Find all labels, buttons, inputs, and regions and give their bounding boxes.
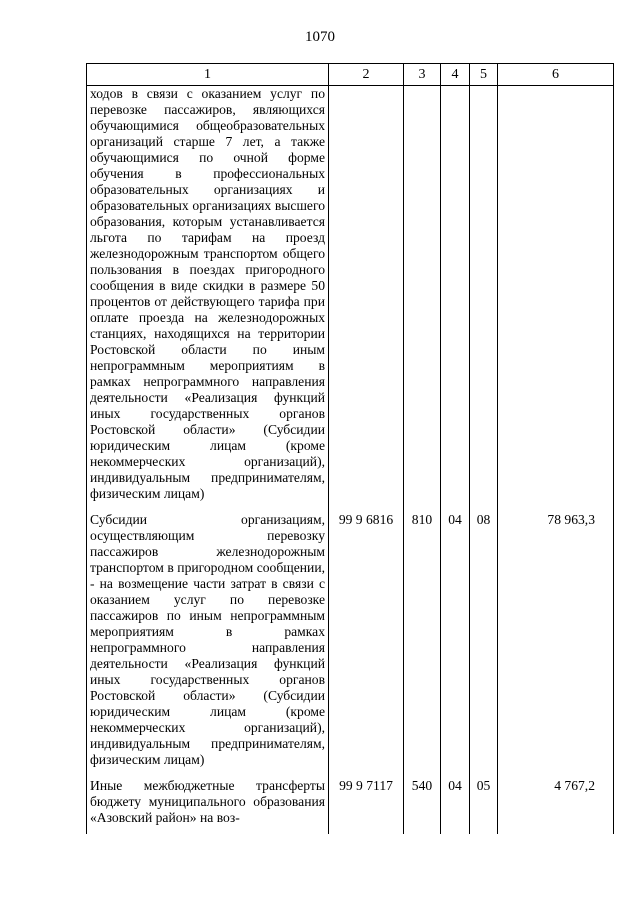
- budget-table: [86, 63, 614, 834]
- target-article-code: 99 9 7117: [329, 778, 404, 834]
- column-header: 6: [498, 64, 614, 86]
- subsection-code: 05: [470, 778, 498, 834]
- column-header: 5: [470, 64, 498, 86]
- row-description: ходов в связи с оказанием услуг по перевозке пассажиров, являющихся обучающимися общеобразовательных организаций старше 7 лет, а также обучающимися по очной форме обучения в профессиональных образовательных организациях и образовательных организациях высшего образования, которым устанавливается льгота по тарифам на проезд железнодорожным транспортом общего пользования в поездах пригородного сообщения в виде скидки в размере 50 процентов от действующего тарифа при оплате проезда на железнодорожных станциях, находящихся на территории Ростовской области по иным непрограммным мероприятиям в рамках непрограммного направления деятельности «Реализация функций иных государственных органов Ростовской области» (Субсидии юридическим лицам (кроме некоммерческих организаций), индивидуальным предпринимателям, физическим лицам): [87, 86, 329, 513]
- page-number: 1070: [305, 29, 335, 45]
- section-code: [441, 86, 470, 513]
- table-row: [87, 512, 614, 778]
- target-article-code: [329, 86, 404, 513]
- subsection-code: [470, 86, 498, 513]
- target-article-code: 99 9 6816: [329, 512, 404, 778]
- table-header-row: [87, 64, 614, 86]
- section-code: 04: [441, 512, 470, 778]
- subsection-code: 08: [470, 512, 498, 778]
- column-header: 3: [404, 64, 441, 86]
- section-code: 04: [441, 778, 470, 834]
- expense-type-code: 810: [404, 512, 441, 778]
- amount-value: 78 963,3: [498, 512, 614, 778]
- column-header: 2: [329, 64, 404, 86]
- row-description: Иные межбюджетные трансферты бюджету муниципального образования «Азовский район» на воз-: [87, 778, 329, 834]
- column-header: 1: [87, 64, 329, 86]
- table-row: [87, 86, 614, 513]
- expense-type-code: 540: [404, 778, 441, 834]
- expense-type-code: [404, 86, 441, 513]
- row-description: Субсидии организациям, осуществляющим перевозку пассажиров железнодорожным транспортом в пригородном сообщении, - на возмещение части затрат в связи с оказанием услуг по перевозке пассажиров по иным непрограммным мероприятиям в рамках непрограммного направления деятельности «Реализация функций иных государственных органов Ростовской области» (Субсидии юридическим лицам (кроме некоммерческих организаций), индивидуальным предпринимателям, физическим лицам): [87, 512, 329, 778]
- amount-value: [498, 86, 614, 513]
- table-row: [87, 778, 614, 834]
- amount-value: 4 767,2: [498, 778, 614, 834]
- column-header: 4: [441, 64, 470, 86]
